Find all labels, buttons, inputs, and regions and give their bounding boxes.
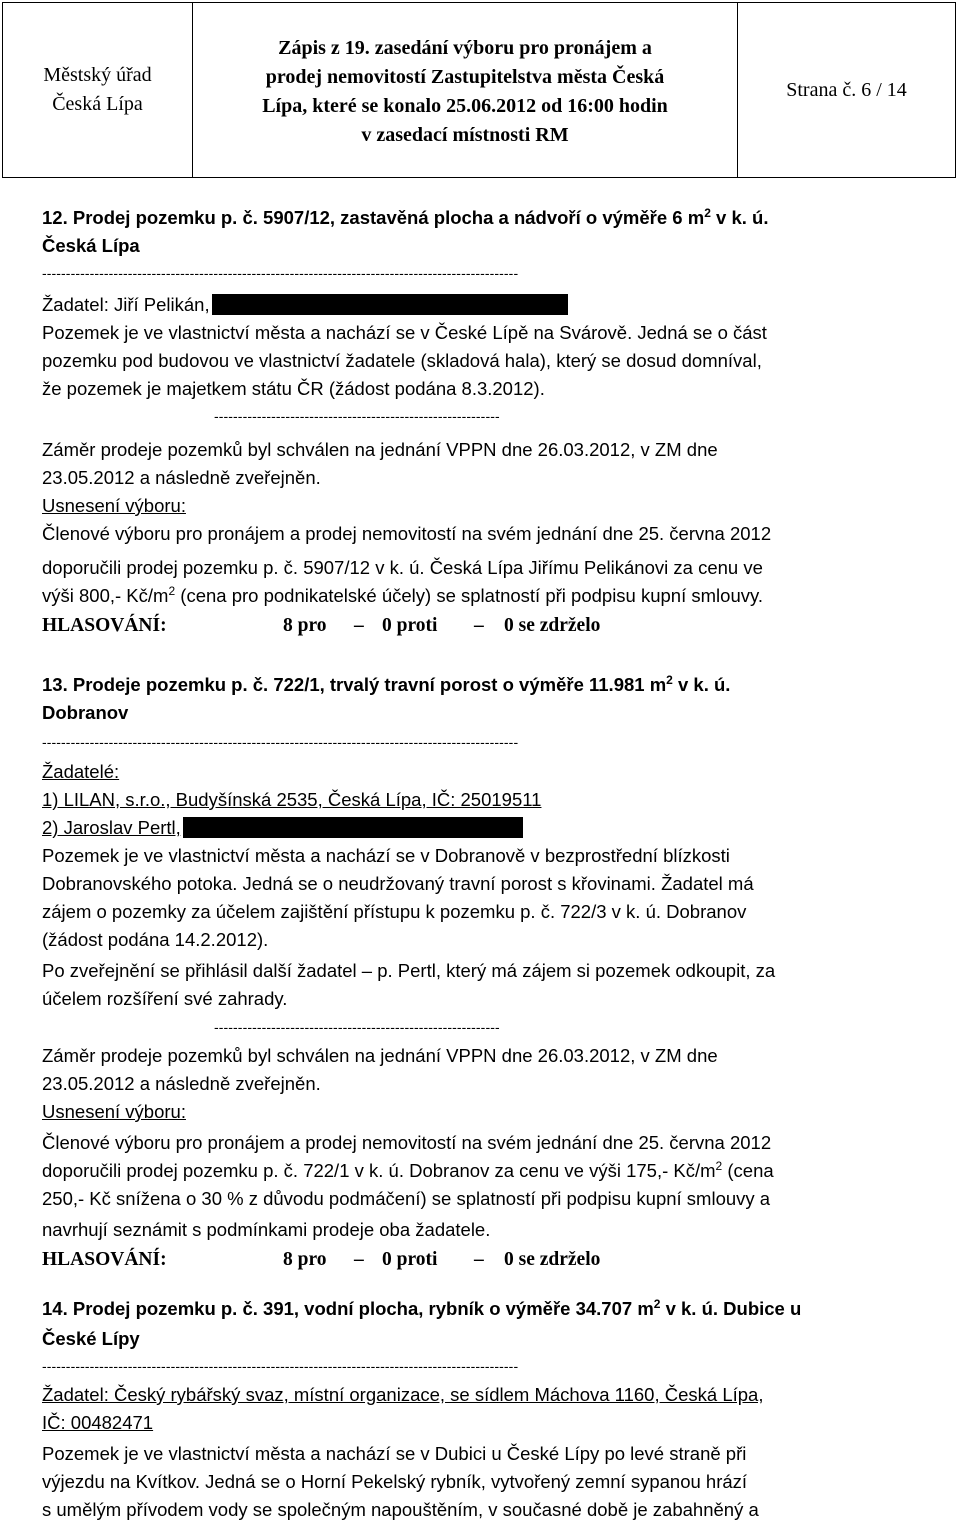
office-city: Česká Lípa: [52, 93, 143, 115]
item14-desc: Pozemek je ve vlastnictví města a nachází se v Dubici u České Lípy po levé straně při: [42, 1443, 747, 1464]
header-title: [193, 3, 738, 177]
item12-resolution: výši 800,- $Kč/m^2$ (cena pro podnikatelské účely) se splatností při podpisu kupní smlouvy.: [42, 583, 763, 606]
item13-desc: Dobranovského potoka. Jedná se o neudržovaný travní porost s křovinami. Žadatel má: [42, 873, 754, 894]
item13-resolution: 250,- Kč snížena o 30 % z důvodu podmáčení) se splatností při podpisu kupní smlouvy a: [42, 1188, 771, 1209]
item13-desc: zájem o pozemky za účelem zajištění přístupu k pozemku p. č. 722/3 v k. ú. Dobranov: [42, 901, 747, 922]
redacted-block: [212, 294, 568, 315]
item13-intent: 23.05.2012 a následně zveřejněn.: [42, 1073, 321, 1094]
item12-intent: Záměr prodeje pozemků byl schválen na jednání VPPN dne 26.03.2012, v ZM dne: [42, 439, 718, 460]
item13-vote: HLASOVÁNÍ: 8 pro – 0 proti – 0 se zdrželo: [42, 1249, 601, 1270]
separator: ----------------------------------------------------------------------------------------------------: [42, 1359, 519, 1373]
item12-applicant: Žadatel: Jiří Pelikán,: [42, 293, 568, 317]
item13-resolution: doporučili prodej pozemku p. č. 722/1 v k. ú. Dobranov za cenu ve výši 175,- $Kč/m^2$ (cena: [42, 1158, 774, 1181]
item12-intent: 23.05.2012 a následně zveřejněn.: [42, 467, 321, 488]
item13-applicant2: 2) Jaroslav Pertl,: [42, 816, 523, 840]
item12-desc: Pozemek je ve vlastnictví města a nachází se v České Lípě na Svárově. Jedná se o část: [42, 322, 767, 343]
item13-desc: (žádost podána 14.2.2012).: [42, 929, 269, 950]
item13-heading-line2: Dobranov: [42, 702, 129, 723]
page-header: [2, 2, 956, 178]
title-line: v zasedací místnosti RM: [361, 124, 569, 146]
item13-resolution: Členové výboru pro pronájem a prodej nemovitostí na svém jednání dne 25. června 2012: [42, 1132, 772, 1153]
separator: ------------------------------------------------------------: [214, 409, 500, 423]
item14-desc: výjezdu na Kvítkov. Jedná se o Horní Pekelský rybník, vytvořený zemní sypanou hrází: [42, 1471, 748, 1492]
item13-heading: 13. Prodeje pozemku p. č. 722/1, trvalý travní porost o výměře 11.981 $m^2$ v k. ú.: [42, 672, 731, 695]
item12-desc: že pozemek je majetkem státu ČR (žádost podána 8.3.2012).: [42, 378, 545, 399]
redacted-block: [183, 817, 523, 838]
separator: ----------------------------------------------------------------------------------------------------: [42, 735, 519, 749]
item12-resolution: doporučili prodej pozemku p. č. 5907/12 v k. ú. Česká Lípa Jiřímu Pelikánovi za cenu ve: [42, 557, 763, 578]
title-line: Lípa, které se konalo 25.06.2012 od 16:00 hodin: [262, 95, 668, 117]
resolution-label: Usnesení výboru:: [42, 495, 186, 516]
separator: ----------------------------------------------------------------------------------------------------: [42, 266, 519, 280]
item12-heading-line2: Česká Lípa: [42, 235, 140, 256]
item14-applicant: IČ: 00482471: [42, 1412, 154, 1433]
item13-desc: účelem rozšíření své zahrady.: [42, 988, 288, 1009]
header-office: [3, 3, 193, 177]
title-line: prodej nemovitostí Zastupitelstva města Česká: [265, 66, 665, 88]
item14-applicant: Žadatel: Český rybářský svaz, místní organizace, se sídlem Máchova 1160, Česká Lípa,: [42, 1384, 764, 1405]
item13-desc: Pozemek je ve vlastnictví města a nachází se v Dobranově v bezprostřední blízkosti: [42, 845, 730, 866]
item14-heading-line2: České Lípy: [42, 1328, 140, 1349]
item12-resolution: Členové výboru pro pronájem a prodej nemovitostí na svém jednání dne 25. června 2012: [42, 523, 772, 544]
page-number: Strana č. 6 / 14: [786, 78, 907, 101]
item13-desc: Po zveřejnění se přihlásil další žadatel – p. Pertl, který má zájem si pozemek odkoupit, za: [42, 960, 776, 981]
item13-applicant1: 1) LILAN, s.r.o., Budyšínská 2535, Česká Lípa, IČ: 25019511: [42, 789, 542, 810]
title-line: Zápis z 19. zasedání výboru pro pronájem a: [278, 37, 652, 59]
item12-heading: 12. Prodej pozemku p. č. 5907/12, zastavěná plocha a nádvoří o výměře 6 $m^2$ v k. ú.: [42, 205, 769, 228]
resolution-label: Usnesení výboru:: [42, 1101, 186, 1122]
item12-vote: HLASOVÁNÍ: 8 pro – 0 proti – 0 se zdrželo: [42, 615, 601, 636]
separator: ------------------------------------------------------------: [214, 1020, 500, 1034]
item12-desc: pozemku pod budovou ve vlastnictví žadatele (skladová hala), který se dosud domníval,: [42, 350, 762, 371]
item13-resolution: navrhují seznámit s podmínkami prodeje oba žadatele.: [42, 1219, 491, 1240]
item14-heading: 14. Prodej pozemku p. č. 391, vodní plocha, rybník o výměře 34.707 $m^2$ v k. ú. Dubice u: [42, 1296, 802, 1319]
item14-desc: s umělým přívodem vody se společným napouštěním, v současné době je zabahněný a: [42, 1499, 759, 1520]
header-page-number: [738, 3, 955, 177]
item13-intent: Záměr prodeje pozemků byl schválen na jednání VPPN dne 26.03.2012, v ZM dne: [42, 1045, 718, 1066]
office-name: Městský úřad: [43, 64, 152, 86]
item13-applicants-label: Žadatelé:: [42, 761, 120, 782]
